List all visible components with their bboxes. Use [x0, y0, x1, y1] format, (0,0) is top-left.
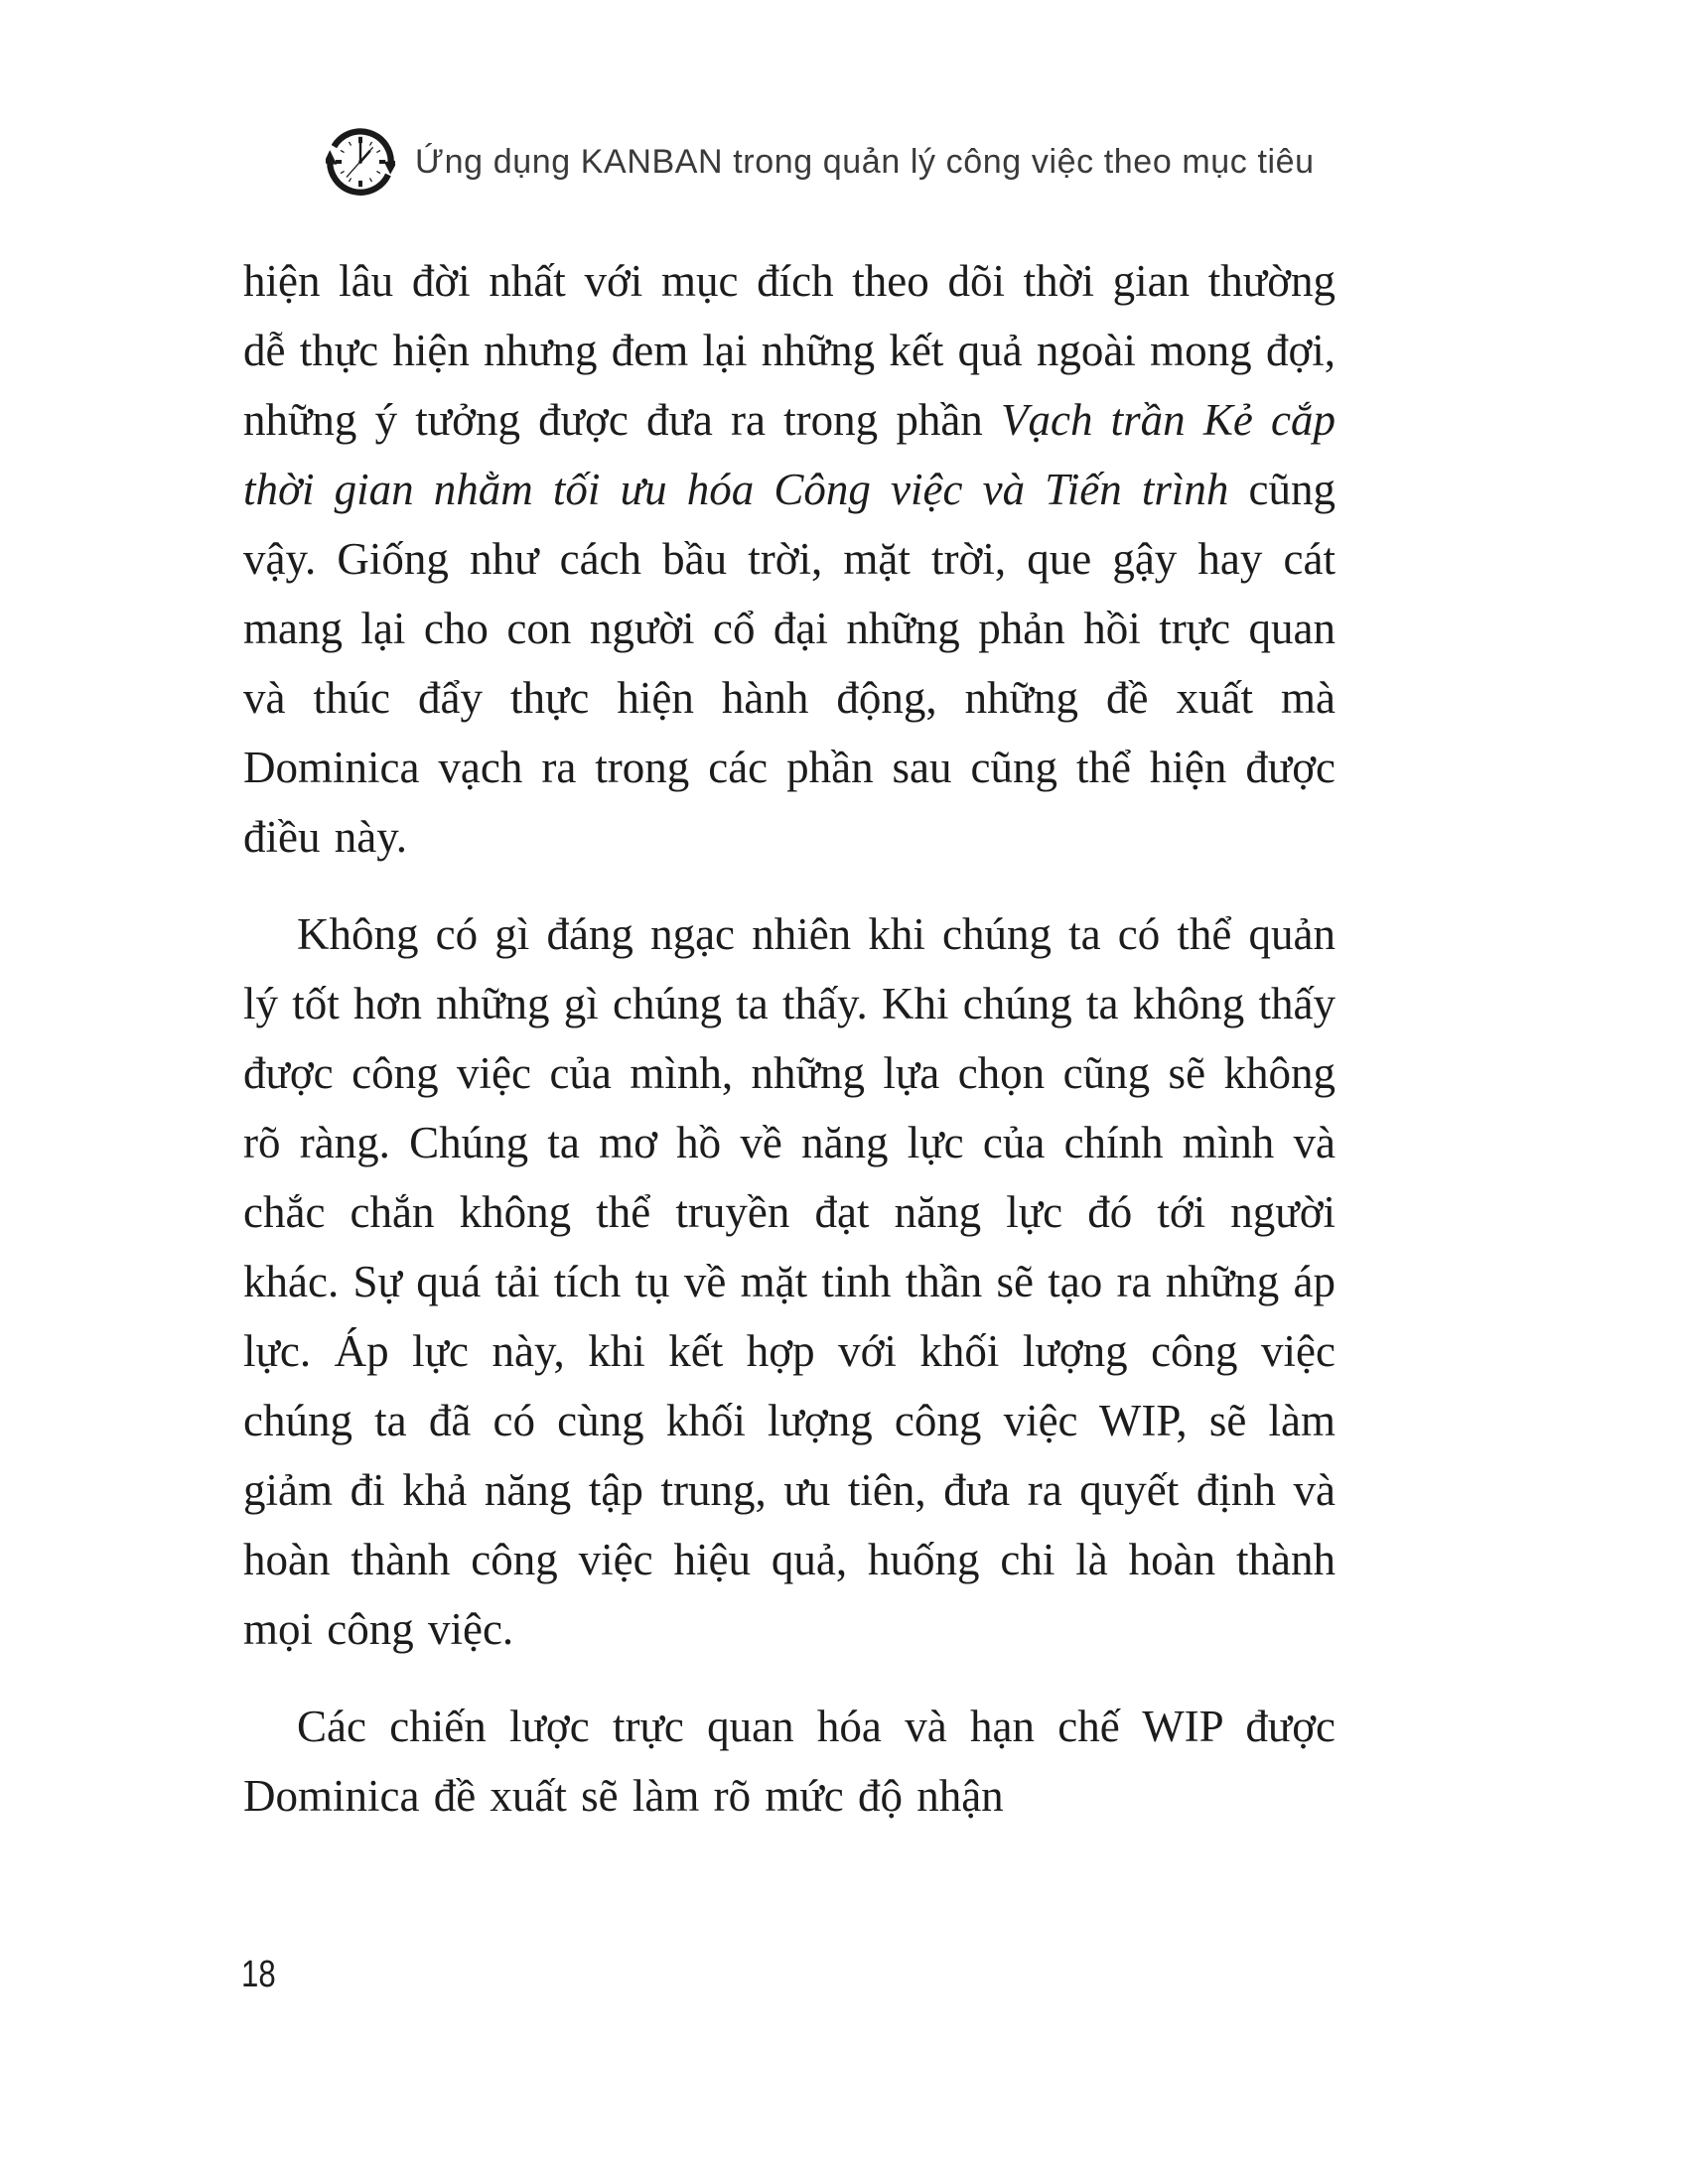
paragraph-1-text-b: cũng vậy. Giống như cách bầu trời, mặt trời, que gậy hay cát mang lại cho con người cổ đại những phản hồi trực quan và thúc đẩy thực hiện hành động, những đề xuất mà Dominica vạch ra trong các phần sau cũng thể hiện được điều này. — [243, 465, 1336, 862]
body-text-column — [243, 246, 1336, 1831]
paragraph-2 — [243, 899, 1336, 1664]
running-header-title: Ứng dụng KANBAN trong quản lý công việc theo mục tiêu — [415, 142, 1315, 181]
paragraph-3 — [243, 1692, 1336, 1831]
running-header — [326, 125, 1315, 199]
paragraph-2-text: Không có gì đáng ngạc nhiên khi chúng ta có thể quản lý tốt hơn những gì chúng ta thấy. Khi chúng ta không thấy được công việc của mình, những lựa chọn cũng sẽ không rõ ràng. Chúng ta mơ hồ về năng lực của chính mình và chắc chắn không thể truyền đạt năng lực đó tới người khác. Sự quá tải tích tụ về mặt tinh thần sẽ tạo ra những áp lực. Áp lực này, khi kết hợp với khối lượng công việc chúng ta đã có cùng khối lượng công việc WIP, sẽ làm giảm đi khả năng tập trung, ưu tiên, đưa ra quyết định và hoàn thành công việc hiệu quả, huống chi là hoàn thành mọi công việc. — [243, 909, 1336, 1654]
paragraph-1 — [243, 246, 1336, 872]
paragraph-1-text-a: hiện lâu đời nhất với mục đích theo dõi thời gian thường dễ thực hiện nhưng đem lại những kết quả ngoài mong đợi, những ý tưởng được đưa ra trong phần — [243, 256, 1336, 445]
page-number: 18 — [241, 1954, 276, 1995]
paragraph-1-italic-title: Vạch trần Kẻ cắp thời gian nhằm tối ưu hóa Công việc và Tiến trình — [243, 395, 1336, 514]
paragraph-3-text: Các chiến lược trực quan hóa và hạn chế WIP được Dominica đề xuất sẽ làm rõ mức độ nhận — [243, 1702, 1336, 1821]
clock-refresh-icon — [326, 125, 395, 199]
